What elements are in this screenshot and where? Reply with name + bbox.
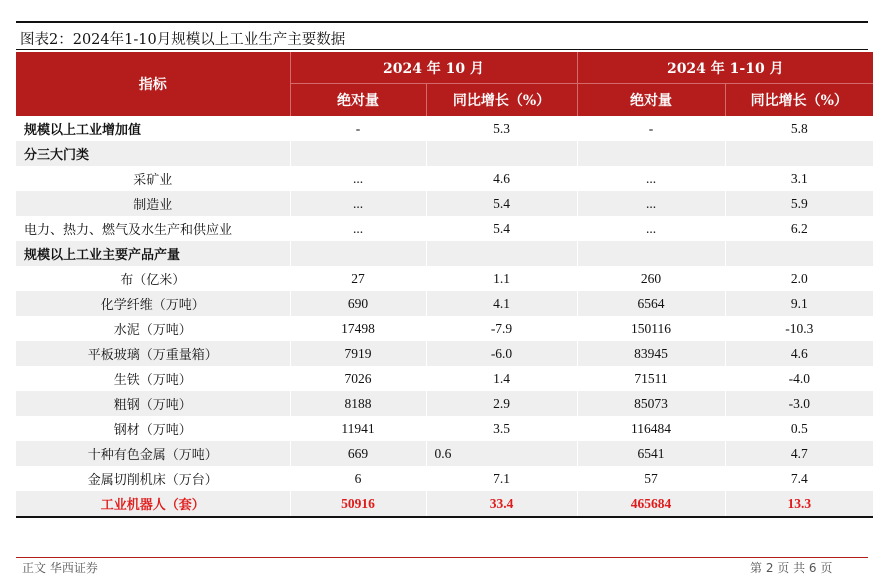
cell-ytd-yoy xyxy=(725,241,873,266)
cell-ytd-abs: 150116 xyxy=(577,316,725,341)
cell-oct-abs: 50916 xyxy=(290,491,426,517)
table-row xyxy=(16,466,873,491)
caption-rule-top xyxy=(16,21,868,23)
cell-ytd-abs: ... xyxy=(577,191,725,216)
table-row-highlight xyxy=(16,491,873,517)
header-period-ytd: 2024 年 1-10 月 xyxy=(577,52,873,84)
cell-ytd-abs: 6564 xyxy=(577,291,725,316)
cell-oct-yoy: 0.6 xyxy=(426,441,577,466)
cell-oct-abs: 690 xyxy=(290,291,426,316)
cell-ytd-yoy: 3.1 xyxy=(725,166,873,191)
header-ytd-yoy: 同比增长（%） xyxy=(725,84,873,117)
table-row xyxy=(16,266,873,291)
cell-oct-yoy: 2.9 xyxy=(426,391,577,416)
cell-ytd-yoy: 4.6 xyxy=(725,341,873,366)
row-label: 钢材（万吨） xyxy=(113,423,192,438)
table-row xyxy=(16,241,873,266)
cell-oct-yoy: 5.4 xyxy=(426,216,577,241)
cell-oct-abs: 669 xyxy=(290,441,426,466)
table-row xyxy=(16,291,873,316)
table-row xyxy=(16,341,873,366)
cell-ytd-yoy: 9.1 xyxy=(725,291,873,316)
cell-ytd-yoy: 7.4 xyxy=(725,466,873,491)
cell-oct-yoy: -7.9 xyxy=(426,316,577,341)
footer-rule xyxy=(16,557,868,558)
cell-oct-abs: 8188 xyxy=(290,391,426,416)
row-label: 化学纤维（万吨） xyxy=(16,291,290,316)
table-row xyxy=(16,416,873,441)
cell-ytd-abs: 57 xyxy=(577,466,725,491)
cell-ytd-abs: ... xyxy=(577,166,725,191)
row-label: 规模以上工业增加值 xyxy=(24,123,142,138)
row-label: 规模以上工业主要产品产量 xyxy=(16,241,290,266)
cell-ytd-abs xyxy=(577,241,725,266)
cell-ytd-abs: 465684 xyxy=(577,491,725,517)
cell-ytd-yoy: 5.8 xyxy=(725,116,873,141)
row-label: 平板玻璃（万重量箱） xyxy=(16,341,290,366)
cell-oct-abs: 17498 xyxy=(290,316,426,341)
table-caption: 图表2：2024年1-10月规模以上工业生产主要数据 xyxy=(20,32,346,48)
cell-oct-abs: 27 xyxy=(290,266,426,291)
cell-oct-yoy: -6.0 xyxy=(426,341,577,366)
cell-ytd-yoy: 2.0 xyxy=(725,266,873,291)
header-period-oct: 2024 年 10 月 xyxy=(290,52,577,84)
header-oct-abs: 绝对量 xyxy=(290,84,426,117)
cell-ytd-abs xyxy=(577,141,725,166)
cell-ytd-abs: 116484 xyxy=(577,416,725,441)
cell-oct-yoy: 4.1 xyxy=(426,291,577,316)
table-row xyxy=(16,191,873,216)
cell-ytd-abs: 71511 xyxy=(577,366,725,391)
cell-oct-yoy: 4.6 xyxy=(426,166,577,191)
cell-ytd-yoy: -4.0 xyxy=(725,366,873,391)
cell-oct-abs xyxy=(290,241,426,266)
row-label: 采矿业 xyxy=(133,173,173,188)
header-row-periods xyxy=(16,52,873,84)
header-indicator: 指标 xyxy=(16,52,290,116)
cell-ytd-abs: ... xyxy=(577,216,725,241)
cell-oct-abs: 11941 xyxy=(290,416,426,441)
cell-oct-abs: ... xyxy=(290,191,426,216)
row-label: 十种有色金属（万吨） xyxy=(16,441,290,466)
table-row xyxy=(16,391,873,416)
cell-oct-yoy xyxy=(426,241,577,266)
cell-oct-yoy: 7.1 xyxy=(426,466,577,491)
row-label: 金属切削机床（万台） xyxy=(87,473,218,488)
cell-ytd-yoy: 4.7 xyxy=(725,441,873,466)
row-label: 电力、热力、燃气及水生产和供应业 xyxy=(24,223,233,238)
cell-oct-yoy xyxy=(426,141,577,166)
header-oct-yoy: 同比增长（%） xyxy=(426,84,577,117)
table-row xyxy=(16,166,873,191)
table-row xyxy=(16,116,873,141)
cell-oct-yoy: 1.1 xyxy=(426,266,577,291)
cell-oct-abs: ... xyxy=(290,216,426,241)
row-label: 制造业 xyxy=(16,191,290,216)
cell-ytd-abs: - xyxy=(577,116,725,141)
cell-ytd-yoy: 5.9 xyxy=(725,191,873,216)
cell-oct-abs: 7026 xyxy=(290,366,426,391)
row-label: 水泥（万吨） xyxy=(113,323,192,338)
caption-rule-bottom xyxy=(16,49,868,50)
industrial-data-table xyxy=(16,52,873,518)
cell-oct-abs: 6 xyxy=(290,466,426,491)
cell-oct-yoy: 3.5 xyxy=(426,416,577,441)
cell-ytd-yoy: -10.3 xyxy=(725,316,873,341)
row-label: 生铁（万吨） xyxy=(113,373,192,388)
row-label: 粗钢（万吨） xyxy=(16,391,290,416)
cell-oct-abs: ... xyxy=(290,166,426,191)
row-label: 工业机器人（套） xyxy=(16,491,290,517)
footer-source: 正文 华西证券 xyxy=(22,561,98,575)
footer-page-number: 第 2 页 共 6 页 xyxy=(750,561,833,575)
cell-ytd-abs: 85073 xyxy=(577,391,725,416)
table-row xyxy=(16,366,873,391)
cell-ytd-abs: 260 xyxy=(577,266,725,291)
cell-oct-abs xyxy=(290,141,426,166)
table-row xyxy=(16,316,873,341)
cell-ytd-yoy: 6.2 xyxy=(725,216,873,241)
cell-oct-abs: 7919 xyxy=(290,341,426,366)
cell-ytd-yoy: -3.0 xyxy=(725,391,873,416)
cell-ytd-yoy xyxy=(725,141,873,166)
cell-oct-abs: - xyxy=(290,116,426,141)
row-label: 布（亿米） xyxy=(120,273,186,288)
cell-oct-yoy: 5.4 xyxy=(426,191,577,216)
cell-oct-yoy: 33.4 xyxy=(426,491,577,517)
cell-oct-yoy: 1.4 xyxy=(426,366,577,391)
cell-ytd-yoy: 13.3 xyxy=(725,491,873,517)
table-row xyxy=(16,141,873,166)
cell-ytd-abs: 6541 xyxy=(577,441,725,466)
header-ytd-abs: 绝对量 xyxy=(577,84,725,117)
cell-ytd-abs: 83945 xyxy=(577,341,725,366)
cell-oct-yoy: 5.3 xyxy=(426,116,577,141)
cell-ytd-yoy: 0.5 xyxy=(725,416,873,441)
table-row xyxy=(16,216,873,241)
row-label: 分三大门类 xyxy=(16,141,290,166)
table-row xyxy=(16,441,873,466)
